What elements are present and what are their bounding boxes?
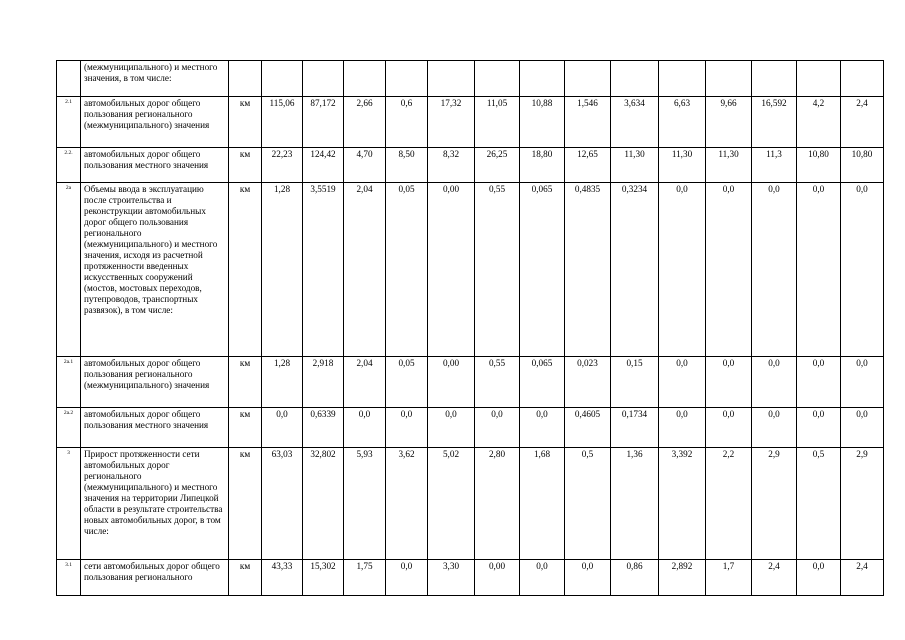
description-cell: Прирост протяженности сети автомобильных дорог регионального (межмуниципального) и местного значения на территории Липецкой области в результате строительства новых автомобильных дорог, в том числе: bbox=[81, 448, 229, 560]
value-cell: 43,33 bbox=[262, 560, 303, 596]
value-cell: 1,36 bbox=[611, 448, 659, 560]
table-row bbox=[57, 183, 884, 357]
value-cell: 0,0 bbox=[659, 183, 706, 357]
value-cell: 0,00 bbox=[428, 357, 475, 408]
value-cell: 2,918 bbox=[303, 357, 344, 408]
unit-cell: км bbox=[229, 560, 262, 596]
value-cell: 0,0 bbox=[752, 408, 797, 448]
description-cell: (межмуниципального) и местного значения, в том числе: bbox=[81, 61, 229, 97]
value-cell: 0,3234 bbox=[611, 183, 659, 357]
value-cell: 2,04 bbox=[344, 183, 386, 357]
value-cell: 15,302 bbox=[303, 560, 344, 596]
value-cell: 0,55 bbox=[475, 357, 520, 408]
value-cell: 9,66 bbox=[706, 97, 752, 148]
unit-cell: км bbox=[229, 357, 262, 408]
table-row bbox=[57, 61, 884, 97]
value-cell: 16,592 bbox=[752, 97, 797, 148]
value-cell: 0,065 bbox=[520, 183, 565, 357]
value-cell: 11,3 bbox=[752, 148, 797, 183]
value-cell: 10,80 bbox=[841, 148, 884, 183]
table-row bbox=[57, 448, 884, 560]
value-cell: 11,05 bbox=[475, 97, 520, 148]
value-cell bbox=[303, 61, 344, 97]
description-cell: автомобильных дорог общего пользования местного значения bbox=[81, 408, 229, 448]
description-cell: автомобильных дорог общего пользования регионального (межмуниципального) значения bbox=[81, 97, 229, 148]
value-cell: 5,02 bbox=[428, 448, 475, 560]
value-cell: 32,802 bbox=[303, 448, 344, 560]
value-cell: 0,0 bbox=[706, 183, 752, 357]
value-cell: 2,4 bbox=[841, 97, 884, 148]
value-cell: 18,80 bbox=[520, 148, 565, 183]
value-cell: 8,32 bbox=[428, 148, 475, 183]
table-row bbox=[57, 408, 884, 448]
value-cell: 0,0 bbox=[475, 408, 520, 448]
value-cell: 1,68 bbox=[520, 448, 565, 560]
value-cell: 0,0 bbox=[752, 183, 797, 357]
value-cell: 0,0 bbox=[841, 183, 884, 357]
value-cell: 0,0 bbox=[706, 357, 752, 408]
value-cell: 0,0 bbox=[841, 357, 884, 408]
value-cell bbox=[706, 61, 752, 97]
value-cell: 0,0 bbox=[797, 560, 841, 596]
value-cell: 0,0 bbox=[565, 560, 611, 596]
value-cell: 124,42 bbox=[303, 148, 344, 183]
value-cell: 0,00 bbox=[475, 560, 520, 596]
value-cell bbox=[611, 61, 659, 97]
value-cell: 26,25 bbox=[475, 148, 520, 183]
row-number-cell: 2.1 bbox=[57, 97, 81, 148]
row-number-cell: 3 bbox=[57, 448, 81, 560]
value-cell bbox=[386, 61, 428, 97]
value-cell: 5,93 bbox=[344, 448, 386, 560]
value-cell: 0,5 bbox=[797, 448, 841, 560]
value-cell bbox=[520, 61, 565, 97]
table-row bbox=[57, 97, 884, 148]
value-cell: 6,63 bbox=[659, 97, 706, 148]
value-cell: 0,5 bbox=[565, 448, 611, 560]
value-cell: 0,0 bbox=[797, 408, 841, 448]
row-number-cell: 3.1 bbox=[57, 560, 81, 596]
table-row bbox=[57, 148, 884, 183]
value-cell: 0,00 bbox=[428, 183, 475, 357]
value-cell: 3,392 bbox=[659, 448, 706, 560]
unit-cell: км bbox=[229, 148, 262, 183]
value-cell: 2,4 bbox=[841, 560, 884, 596]
value-cell: 3,634 bbox=[611, 97, 659, 148]
value-cell: 12,65 bbox=[565, 148, 611, 183]
value-cell: 0,0 bbox=[841, 408, 884, 448]
value-cell bbox=[752, 61, 797, 97]
value-cell: 1,546 bbox=[565, 97, 611, 148]
unit-cell bbox=[229, 61, 262, 97]
value-cell: 0,15 bbox=[611, 357, 659, 408]
row-number-cell: 2а.2 bbox=[57, 408, 81, 448]
value-cell: 10,88 bbox=[520, 97, 565, 148]
value-cell bbox=[659, 61, 706, 97]
value-cell: 0,0 bbox=[797, 357, 841, 408]
value-cell: 4,70 bbox=[344, 148, 386, 183]
value-cell: 22,23 bbox=[262, 148, 303, 183]
value-cell: 0,0 bbox=[344, 408, 386, 448]
value-cell: 2,9 bbox=[752, 448, 797, 560]
value-cell bbox=[428, 61, 475, 97]
value-cell: 63,03 bbox=[262, 448, 303, 560]
value-cell: 0,55 bbox=[475, 183, 520, 357]
value-cell: 0,0 bbox=[797, 183, 841, 357]
value-cell: 0,0 bbox=[428, 408, 475, 448]
value-cell: 2,9 bbox=[841, 448, 884, 560]
data-table bbox=[56, 60, 884, 596]
value-cell: 11,30 bbox=[659, 148, 706, 183]
value-cell: 0,0 bbox=[520, 560, 565, 596]
value-cell: 0,05 bbox=[386, 357, 428, 408]
value-cell: 0,0 bbox=[752, 357, 797, 408]
value-cell bbox=[475, 61, 520, 97]
row-number-cell: 2.2. bbox=[57, 148, 81, 183]
value-cell: 0,86 bbox=[611, 560, 659, 596]
unit-cell: км bbox=[229, 97, 262, 148]
value-cell: 87,172 bbox=[303, 97, 344, 148]
unit-cell: км bbox=[229, 448, 262, 560]
value-cell: 11,30 bbox=[706, 148, 752, 183]
value-cell: 0,0 bbox=[262, 408, 303, 448]
table-row bbox=[57, 560, 884, 596]
value-cell: 3,5519 bbox=[303, 183, 344, 357]
value-cell: 17,32 bbox=[428, 97, 475, 148]
value-cell: 0,0 bbox=[386, 560, 428, 596]
value-cell: 0,0 bbox=[659, 357, 706, 408]
description-cell: автомобильных дорог общего пользования местного значения bbox=[81, 148, 229, 183]
value-cell: 1,75 bbox=[344, 560, 386, 596]
value-cell: 0,1734 bbox=[611, 408, 659, 448]
value-cell bbox=[841, 61, 884, 97]
value-cell: 1,28 bbox=[262, 183, 303, 357]
value-cell bbox=[344, 61, 386, 97]
row-number-cell: 2а bbox=[57, 183, 81, 357]
description-cell: сети автомобильных дорог общего пользования регионального bbox=[81, 560, 229, 596]
value-cell: 115,06 bbox=[262, 97, 303, 148]
value-cell: 0,0 bbox=[386, 408, 428, 448]
value-cell bbox=[565, 61, 611, 97]
value-cell: 0,0 bbox=[659, 408, 706, 448]
value-cell: 4,2 bbox=[797, 97, 841, 148]
value-cell: 2,80 bbox=[475, 448, 520, 560]
value-cell: 8,50 bbox=[386, 148, 428, 183]
row-number-cell bbox=[57, 61, 81, 97]
value-cell: 0,0 bbox=[520, 408, 565, 448]
value-cell: 0,023 bbox=[565, 357, 611, 408]
description-cell: Объемы ввода в эксплуатацию после строительства и реконструкции автомобильных дорог общего пользования регионального (межмуниципального) и местного значения, исходя из расчетной протяженности введенных искусственных сооружений (мостов, мостовых переходов, путепроводов, транспортных развязок), в том числе: bbox=[81, 183, 229, 357]
value-cell: 2,892 bbox=[659, 560, 706, 596]
value-cell: 2,66 bbox=[344, 97, 386, 148]
unit-cell: км bbox=[229, 408, 262, 448]
value-cell: 0,4605 bbox=[565, 408, 611, 448]
value-cell: 3,30 bbox=[428, 560, 475, 596]
value-cell bbox=[262, 61, 303, 97]
value-cell: 0,6 bbox=[386, 97, 428, 148]
value-cell: 2,4 bbox=[752, 560, 797, 596]
value-cell: 3,62 bbox=[386, 448, 428, 560]
value-cell: 1,28 bbox=[262, 357, 303, 408]
value-cell: 1,7 bbox=[706, 560, 752, 596]
value-cell: 0,05 bbox=[386, 183, 428, 357]
value-cell: 0,6339 bbox=[303, 408, 344, 448]
table-body bbox=[57, 61, 884, 596]
value-cell: 11,30 bbox=[611, 148, 659, 183]
value-cell: 0,4835 bbox=[565, 183, 611, 357]
value-cell: 0,0 bbox=[706, 408, 752, 448]
value-cell: 0,065 bbox=[520, 357, 565, 408]
value-cell: 2,2 bbox=[706, 448, 752, 560]
unit-cell: км bbox=[229, 183, 262, 357]
value-cell: 2,04 bbox=[344, 357, 386, 408]
value-cell: 10,80 bbox=[797, 148, 841, 183]
table-row bbox=[57, 357, 884, 408]
row-number-cell: 2а.1 bbox=[57, 357, 81, 408]
description-cell: автомобильных дорог общего пользования регионального (межмуниципального) значения bbox=[81, 357, 229, 408]
value-cell bbox=[797, 61, 841, 97]
